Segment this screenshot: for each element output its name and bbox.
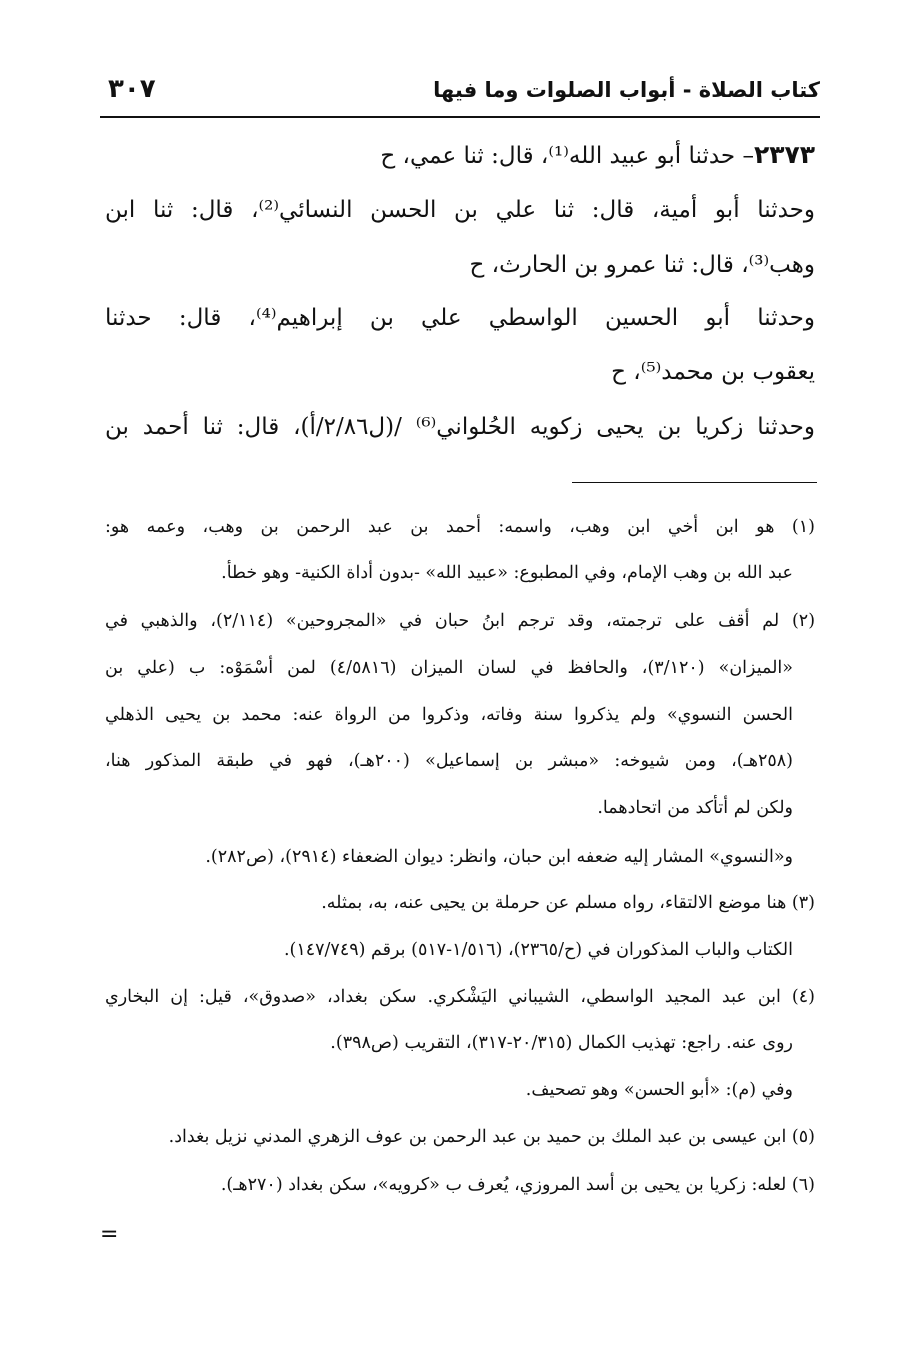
footnote-line: الكتاب والباب المذكوران في (ح/٢٣٦٥)، (١/٥١٦-٥١٧) برقم (١٤٧/٧٤٩). — [283, 940, 793, 960]
running-title: كتاب الصلاة - أبواب الصلوات وما فيها — [433, 78, 820, 102]
body-line-3: وهب⁽³⁾، قال: ثنا عمرو بن الحارث، ح — [469, 252, 815, 278]
footnote-line: (٣) هنا موضع الالتقاء، رواه مسلم عن حرملة بن يحيى عنه، به، بمثله. — [321, 893, 815, 913]
footnote-line: و«النسوي» المشار إليه ضعفه ابن حبان، وانظر: ديوان الضعفاء (٢٩١٤)، (ص٢٨٢). — [205, 847, 793, 867]
footnote-line: (٢٥٨هـ)، ومن شيوخه: «مبشر بن إسماعيل» (٢٠٠هـ)، فهو في طبقة المذكور هنا، — [105, 751, 793, 771]
page-header — [100, 72, 820, 112]
footnote-line: (٥) ابن عيسى بن عبد الملك بن حميد بن عبد الرحمن بن عوف الزهري المدني نزيل بغداد. — [168, 1127, 815, 1147]
footnote-line: عبد الله بن وهب الإمام، وفي المطبوع: «عبيد الله» -بدون أداة الكنية- وهو خطأ. — [221, 563, 793, 583]
body-line-2: وحدثنا أبو أمية، قال: ثنا علي بن الحسن النسائي⁽²⁾، قال: ثنا ابن — [105, 197, 815, 223]
footnote-line: (٦) لعله: زكريا بن يحيى بن أسد المروزي، يُعرف ب «كرويه»، سكن بغداد (٢٧٠هـ). — [220, 1175, 815, 1195]
footnote-line: (١) هو ابن أخي ابن وهب، واسمه: أحمد بن عبد الرحمن بن وهب، وعمه هو: — [105, 517, 815, 537]
body-line-4: وحدثنا أبو الحسين الواسطي علي بن إبراهيم⁽⁴⁾، قال: حدثنا — [105, 305, 815, 331]
footnote-line: (٤) ابن عبد المجيد الواسطي، الشيباني اليَشْكري. سكن بغداد، «صدوق»، قيل: إن البخاري — [105, 987, 815, 1007]
footnote-line: «الميزان» (٣/١٢٠)، والحافظ في لسان الميزان (٤/٥٨١٦) لمن أسْمَوْه: ب (علي بن — [105, 658, 793, 678]
body-line-6: وحدثنا زكريا بن يحيى زكويه الحُلواني⁽⁶⁾ /(ل٢/٨٦/أ)، قال: ثنا أحمد بن — [105, 414, 815, 440]
body-line-5: يعقوب بن محمد⁽⁵⁾، ح — [611, 359, 815, 385]
footnote-line: الحسن النسوي» ولم يذكروا سنة وفاته، وذكروا من الرواة عنه: محمد بن يحيى الذهلي — [105, 705, 793, 725]
footnote-line: (٢) لم أقف على ترجمته، وقد ترجم ابنُ حبان في «المجروحين» (٢/١١٤)، والذهبي في — [105, 611, 816, 631]
footnote-line: ولكن لم أتأكد من اتحادهما. — [597, 798, 793, 818]
body-line-1-text: – حدثنا أبو عبيد الله⁽¹⁾، قال: ثنا عمي، ح — [380, 143, 754, 169]
hadith-number: ٢٣٧٣ — [753, 140, 815, 169]
footnote-line: روى عنه. راجع: تهذيب الكمال (٢٠/٣١٥-٣١٧)، التقريب (ص٣٩٨). — [330, 1033, 793, 1053]
header-rule — [100, 116, 820, 118]
continuation-mark: = — [100, 1222, 119, 1247]
footnote-line: وفي (م): «أبو الحسن» وهو تصحيف. — [525, 1080, 793, 1100]
page-number: ٣٠٧ — [108, 74, 156, 104]
footnote-separator — [572, 482, 817, 483]
body-line-1 — [380, 135, 815, 176]
